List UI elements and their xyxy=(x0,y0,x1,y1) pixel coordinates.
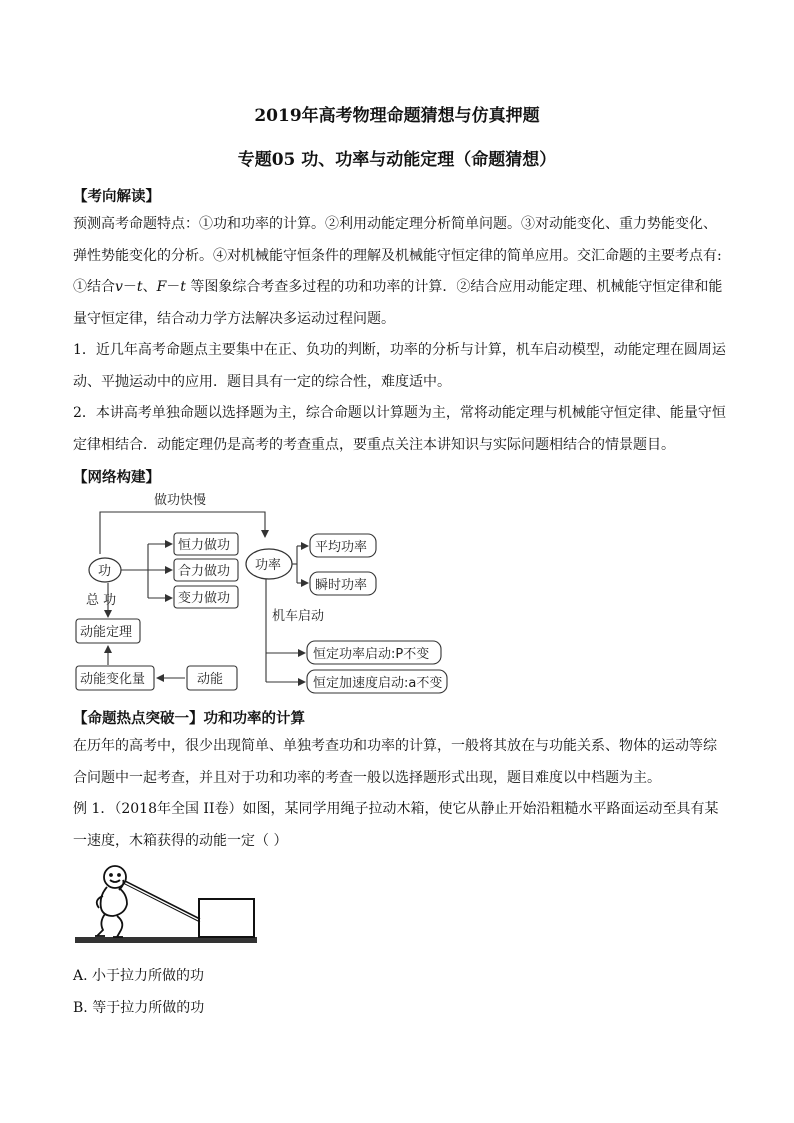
example-line-1: 例 1．（2018年全国 II卷）如图，某同学用绳子拉动木箱，使它从静止开始沿粗糙水平路面运动至具有某 xyxy=(73,801,719,817)
text-hengli: 恒力做功 xyxy=(178,538,231,553)
comma: 、 xyxy=(142,279,157,296)
text-heli: 合力做功 xyxy=(178,564,231,579)
person-pulling-box-figure xyxy=(73,860,273,950)
text-bianli: 变力做功 xyxy=(178,591,231,606)
point-2-line-1: 2．本讲高考单独命题以选择题为主，综合命题以计算题为主，常将动能定理与机械能守恒定律、能量守恒 xyxy=(73,405,726,421)
dash-2: － xyxy=(166,279,181,296)
section-kaoxiang: 【考向解读】 xyxy=(73,188,160,205)
hotspot-paragraph xyxy=(73,731,723,794)
text-dongneng: 动能 xyxy=(197,672,224,687)
text-dongneng-bianhua: 动能变化量 xyxy=(80,672,146,687)
intro-paragraph xyxy=(73,209,723,335)
text-gonglv: 功率 xyxy=(255,558,282,573)
intro-line-1: 预测高考命题特点：①功和功率的计算。②利用动能定理分析简单问题。③对动能变化、重力势能变化、 xyxy=(73,216,717,232)
concept-diagram xyxy=(0,488,794,698)
example-paragraph xyxy=(73,794,723,857)
point-2 xyxy=(73,398,726,461)
var-t-1: t xyxy=(136,279,143,296)
option-b[interactable]: B. 等于拉力所做的功 xyxy=(73,1000,205,1016)
main-title: 2019年高考物理命题猜想与仿真押题 xyxy=(254,106,540,126)
hotspot-line-1: 在历年的高考中，很少出现简单、单独考查功和功率的计算，一般将其放在与功能关系、物体的运动等综 xyxy=(73,738,717,754)
section-wangluo: 【网络构建】 xyxy=(73,469,160,486)
intro-line-2: 弹性势能变化的分析。④对机械能守恒条件的理解及机械能守恒定律的简单应用。交汇命题的主要考点有: xyxy=(73,247,722,264)
point-1-line-2: 动、平抛运动中的应用．题目具有一定的综合性，难度适中。 xyxy=(73,373,451,390)
var-F: F xyxy=(156,279,167,296)
dash-1: － xyxy=(122,279,137,296)
intro-line-3 xyxy=(73,272,723,304)
point-1 xyxy=(73,335,726,398)
redian-head: 【命题热点突破一】 xyxy=(73,710,204,727)
text-jiche: 机车启动 xyxy=(272,609,325,624)
text-hengding-gonglv: 恒定功率启动:P不变 xyxy=(313,647,430,662)
text-gong: 功 xyxy=(98,564,112,579)
redian-title: 功和功率的计算 xyxy=(203,710,305,727)
intro-line-3-end: 等图象综合考查多过程的功和功率的计算．②结合应用动能定理、机械能守恒定律和能 xyxy=(185,279,723,296)
var-t-2: t xyxy=(180,279,186,296)
text-shunshi: 瞬时功率 xyxy=(315,578,368,593)
option-a[interactable]: A. 小于拉力所做的功 xyxy=(73,968,205,984)
section-redian xyxy=(73,707,305,728)
sub-title: 专题05 功、功率与动能定理（命题猜想） xyxy=(237,150,557,170)
intro-line-3-start: ①结合 xyxy=(73,279,115,296)
label-top: 做功快慢 xyxy=(154,493,207,508)
wooden-box xyxy=(199,899,254,937)
text-pingjun: 平均功率 xyxy=(315,540,368,555)
text-zonggong: 总 功 xyxy=(86,593,117,608)
hotspot-line-2: 合问题中一起考查，并且对于功和功率的考查一般以选择题形式出现，题目难度以中档题为主。 xyxy=(73,769,661,786)
rope xyxy=(123,880,200,919)
rope-edge xyxy=(123,883,200,922)
point-1-line-1: 1．近几年高考命题点主要集中在正、负功的判断，功率的分析与计算，机车启动模型，动能定理在圆周运 xyxy=(73,342,726,358)
point-2-line-2: 定律相结合．动能定理仍是高考的考查重点，要重点关注本讲知识与实际问题相结合的情景题目。 xyxy=(73,436,675,453)
text-dongneng-dingli: 动能定理 xyxy=(80,625,133,640)
intro-line-4: 量守恒定律，结合动力学方法解决多运动过程问题。 xyxy=(73,310,395,327)
var-v: v xyxy=(115,279,123,296)
example-line-2: 一速度，木箱获得的动能一定（ ） xyxy=(73,832,288,849)
text-hengding-jiasudu: 恒定加速度启动:a不变 xyxy=(313,676,443,691)
student-figure xyxy=(95,866,127,937)
